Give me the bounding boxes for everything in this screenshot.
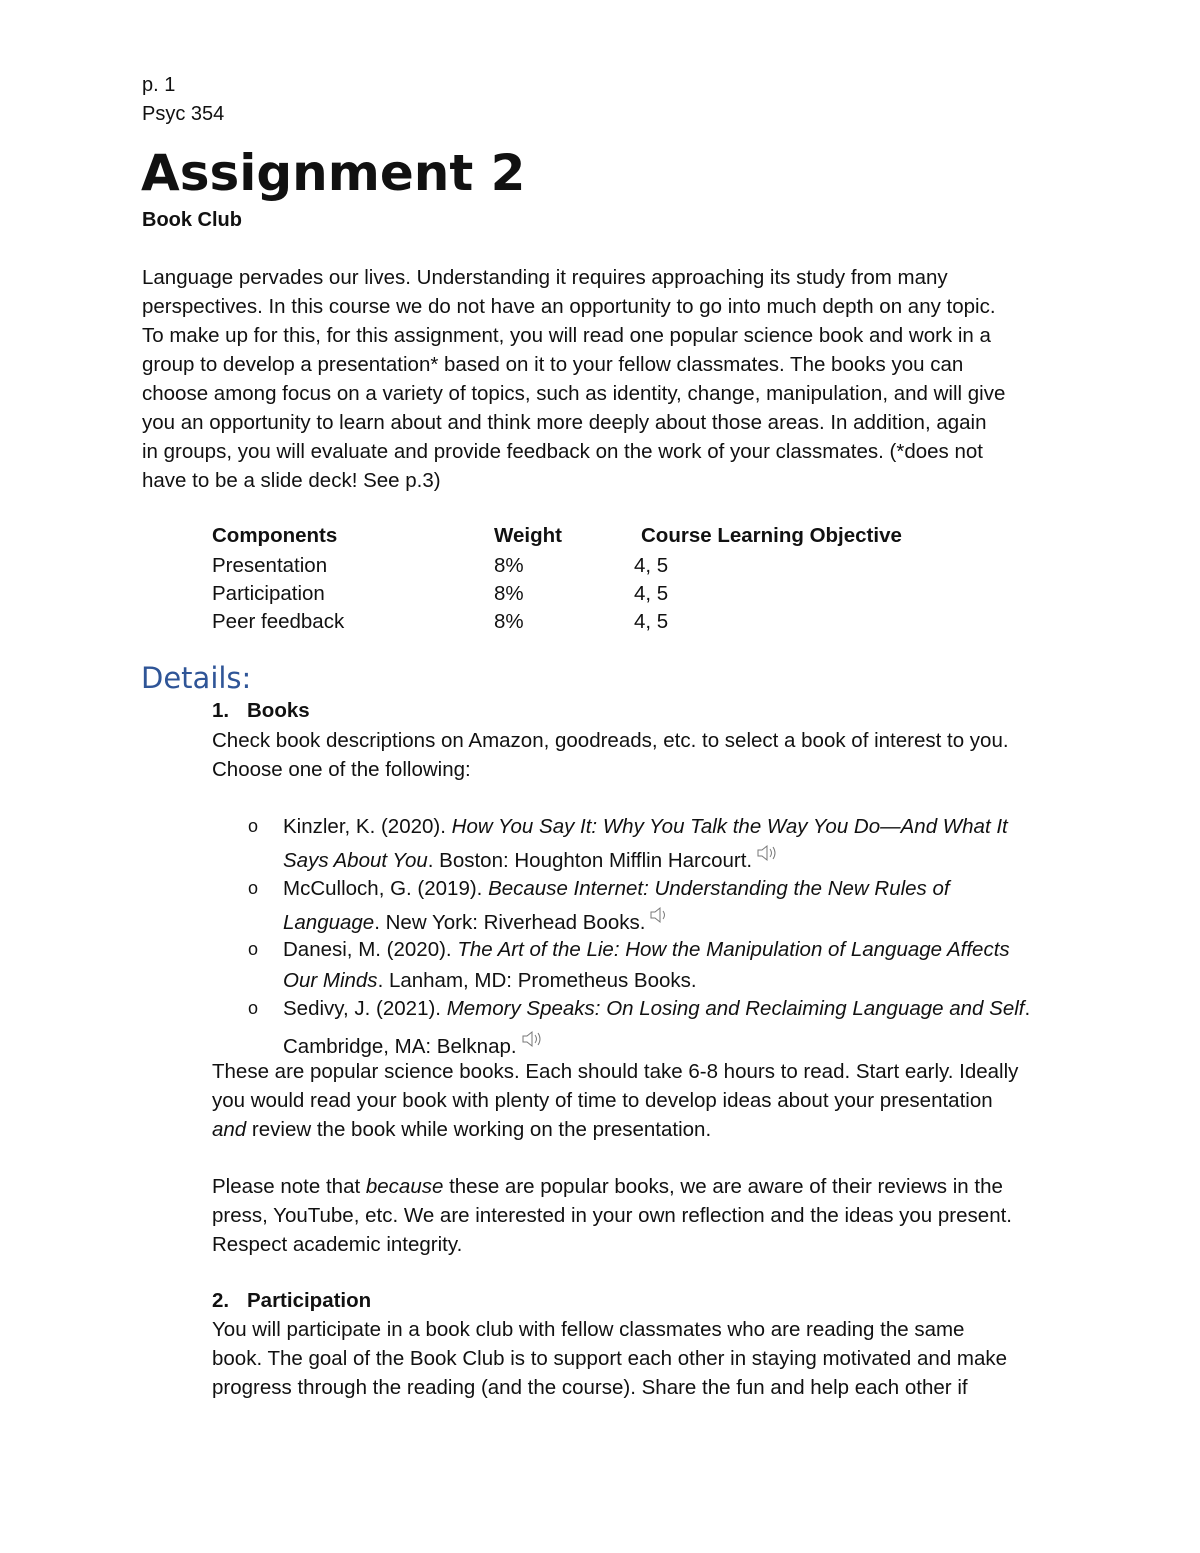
page-number: p. 1 bbox=[142, 74, 176, 96]
intro-line: you an opportunity to learn about and think more deeply about those areas. In addition, again bbox=[142, 411, 987, 434]
section-text: you would read your book with plenty of time to develop ideas about your presentation bbox=[212, 1089, 993, 1112]
book-citation bbox=[283, 812, 1008, 841]
table-header-weight: Weight bbox=[494, 524, 562, 547]
section-text bbox=[212, 1115, 711, 1144]
bullet: o bbox=[248, 816, 259, 836]
text-run: Please note that bbox=[212, 1175, 366, 1198]
table-cell: 4, 5 bbox=[634, 610, 669, 633]
book-title: Memory Speaks: On Losing and Reclaiming Language and Self bbox=[446, 997, 1025, 1020]
section-text bbox=[212, 1172, 1003, 1201]
speaker-icon[interactable] bbox=[756, 843, 780, 863]
intro-line: To make up for this, for this assignment, you will read one popular science book and work in a bbox=[142, 324, 991, 347]
book-title-suffix: . bbox=[1024, 997, 1031, 1020]
page-title: Assignment 2 bbox=[141, 144, 526, 202]
book-publisher: . New York: Riverhead Books. bbox=[374, 911, 646, 934]
book-author: Kinzler, K. (2020). bbox=[283, 815, 452, 838]
book-citation bbox=[283, 935, 1010, 964]
book-author: McCulloch, G. (2019). bbox=[283, 877, 489, 900]
speaker-icon[interactable] bbox=[521, 1029, 545, 1049]
table-cell: 8% bbox=[494, 554, 524, 577]
book-author: Sedivy, J. (2021). bbox=[283, 997, 447, 1020]
table-cell: Peer feedback bbox=[212, 610, 345, 633]
page-subtitle: Book Club bbox=[142, 209, 242, 231]
section-heading-books: Books bbox=[247, 699, 310, 722]
book-title: Our Minds bbox=[283, 969, 378, 992]
intro-line: group to develop a presentation* based on it to your fellow classmates. The books you can bbox=[142, 353, 964, 376]
table-cell: 8% bbox=[494, 610, 524, 633]
intro-line: perspectives. In this course we do not have an opportunity to go into much depth on any topic. bbox=[142, 295, 996, 318]
book-title: The Art of the Lie: How the Manipulation of Language Affects bbox=[457, 938, 1010, 961]
book-author: Danesi, M. (2020). bbox=[283, 938, 458, 961]
text-run: these are popular books, we are aware of their reviews in the bbox=[443, 1175, 1003, 1198]
bullet: o bbox=[248, 939, 259, 959]
intro-line: choose among focus on a variety of topics, such as identity, change, manipulation, and will give bbox=[142, 382, 1006, 405]
book-citation-cont bbox=[283, 905, 673, 937]
table-cell: 4, 5 bbox=[634, 554, 669, 577]
book-title: Language bbox=[283, 911, 375, 934]
table-cell: Presentation bbox=[212, 554, 328, 577]
course-code: Psyc 354 bbox=[142, 103, 225, 125]
section-text: These are popular science books. Each should take 6-8 hours to read. Start early. Ideally bbox=[212, 1060, 1019, 1083]
book-citation bbox=[283, 874, 950, 903]
table-cell: 8% bbox=[494, 582, 524, 605]
emphasis: and bbox=[212, 1118, 247, 1141]
table-header-components: Components bbox=[212, 524, 338, 547]
book-publisher: . Lanham, MD: Prometheus Books. bbox=[377, 969, 697, 992]
section-text: press, YouTube, etc. We are interested in your own reflection and the ideas you present. bbox=[212, 1204, 1012, 1227]
table-cell: 4, 5 bbox=[634, 582, 669, 605]
book-title: Says About You bbox=[283, 849, 428, 872]
text-run: review the book while working on the presentation. bbox=[246, 1118, 712, 1141]
intro-line: have to be a slide deck! See p.3) bbox=[142, 469, 441, 492]
emphasis: because bbox=[365, 1175, 444, 1198]
book-title: How You Say It: Why You Talk the Way You Do—And What It bbox=[451, 815, 1008, 838]
book-citation-cont bbox=[283, 843, 780, 875]
section-text: Check book descriptions on Amazon, goodreads, etc. to select a book of interest to you. bbox=[212, 729, 1009, 752]
details-heading: Details: bbox=[141, 661, 252, 695]
speaker-icon[interactable] bbox=[649, 905, 673, 925]
table-cell: Participation bbox=[212, 582, 325, 605]
section-text: Respect academic integrity. bbox=[212, 1233, 463, 1256]
table-header-objective: Course Learning Objective bbox=[641, 524, 902, 547]
book-title: Because Internet: Understanding the New Rules of bbox=[488, 877, 950, 900]
section-text: You will participate in a book club with fellow classmates who are reading the same bbox=[212, 1318, 965, 1341]
book-publisher: . Boston: Houghton Mifflin Harcourt. bbox=[427, 849, 753, 872]
intro-paragraph bbox=[142, 263, 1062, 495]
book-publisher: Cambridge, MA: Belknap. bbox=[283, 1035, 517, 1058]
section-heading-participation: Participation bbox=[247, 1289, 372, 1312]
book-citation bbox=[283, 994, 1030, 1023]
bullet: o bbox=[248, 998, 259, 1018]
bullet: o bbox=[248, 878, 259, 898]
section-text: book. The goal of the Book Club is to support each other in staying motivated and make bbox=[212, 1347, 1008, 1370]
section-number: 2. bbox=[212, 1289, 230, 1312]
section-number: 1. bbox=[212, 699, 230, 722]
intro-line: in groups, you will evaluate and provide feedback on the work of your classmates. (*does not bbox=[142, 440, 983, 463]
intro-line: Language pervades our lives. Understanding it requires approaching its study from many bbox=[142, 266, 948, 289]
section-text: Choose one of the following: bbox=[212, 758, 471, 781]
section-text: progress through the reading (and the course). Share the fun and help each other if bbox=[212, 1376, 968, 1399]
book-citation-cont bbox=[283, 966, 697, 995]
